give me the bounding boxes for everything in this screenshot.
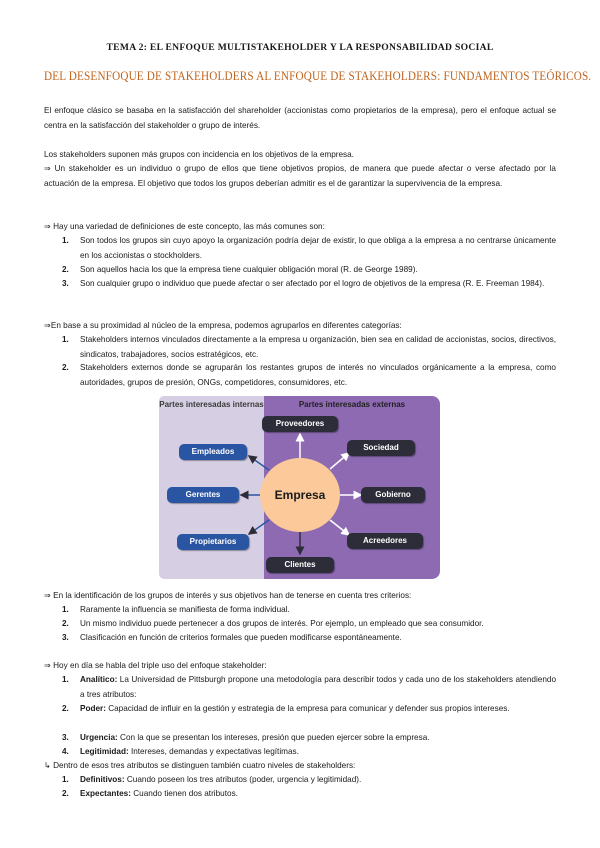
external-zone-label: Partes interesadas externas — [298, 400, 406, 409]
criteria-item — [62, 603, 556, 618]
levels-lead: ↳ Dentro de esos tres atributos se distinguen también cuatro niveles de stakeholders: — [44, 761, 356, 770]
list-number: 2. — [62, 704, 69, 713]
triple-use-item — [62, 731, 556, 746]
node-gobierno: Gobierno — [361, 487, 425, 503]
criteria-lead: ⇒ En la identificación de los grupos de interés y sus objetivos han de tenerse en cuenta tres criterios: — [44, 591, 412, 600]
criteria-item — [62, 631, 556, 646]
list-text: Son aquellos hacia los que la empresa tiene cualquier obligación moral (R. de George 1989). — [80, 265, 418, 274]
item-label: Poder: — [80, 704, 106, 713]
list-text: Raramente la influencia se manifiesta de forma individual. — [80, 605, 290, 614]
list-number: 2. — [62, 789, 69, 798]
list-number: 1. — [62, 675, 69, 684]
list-number: 2. — [62, 619, 69, 628]
list-text: Stakeholders externos donde se agruparán los restantes grupos de interés no vinculados orgánicamente a la empresa, como autoridades, grupos de presión, ONGs, competidores, consumidores, etc. — [80, 363, 556, 387]
item-label: Definitivos: — [80, 775, 125, 784]
node-proveedores: Proveedores — [262, 416, 338, 432]
definitions-lead: ⇒ Hay una variedad de definiciones de este concepto, las más comunes son: — [44, 222, 325, 231]
item-text: Intereses, demandas y expectativas legítimas. — [128, 747, 299, 756]
list-text — [80, 702, 556, 717]
node-empresa: Empresa — [260, 458, 340, 532]
arrow-acreedores — [330, 520, 349, 535]
list-text — [80, 673, 556, 702]
node-sociedad: Sociedad — [347, 440, 415, 456]
item-text: Cuando tienen dos atributos. — [130, 789, 238, 798]
arrow-empleados — [249, 456, 269, 470]
list-number: 2. — [62, 363, 69, 372]
definition-item — [62, 234, 556, 263]
list-text — [80, 731, 556, 746]
list-text: Stakeholders internos vinculados directamente a la empresa u organización, bien sea en calidad de accionistas, socios, directivos, sindicatos, trabajadores, socios estratégicos, etc. — [80, 335, 556, 359]
triple-use-item — [62, 673, 556, 702]
list-text — [80, 773, 556, 788]
list-number: 1. — [62, 335, 69, 344]
node-gerentes: Gerentes — [167, 487, 239, 503]
node-propietarios: Propietarios — [177, 534, 249, 550]
item-text: Cuando poseen los tres atributos (poder, urgencia y legitimidad). — [124, 775, 362, 784]
item-label: Legitimidad: — [80, 747, 129, 756]
definition-item — [62, 277, 556, 292]
section-heading: DEL DESENFOQUE DE STAKEHOLDERS AL ENFOQUE DE STAKEHOLDERS: FUNDAMENTOS TEÓRICOS. — [44, 68, 592, 83]
list-text: Un mismo individuo puede pertenecer a dos grupos de interés. Por ejemplo, un empleado que sea consumidor. — [80, 619, 484, 628]
definition-item — [62, 263, 556, 278]
list-number: 3. — [62, 279, 69, 288]
category-item — [62, 361, 556, 390]
list-text: Son todos los grupos sin cuyo apoyo la organización podría dejar de existir, lo que obliga a la empresa a no centrarse únicamente en los accionistas o stockholders. — [80, 236, 556, 260]
category-item — [62, 333, 556, 362]
internal-zone-label: Partes interesadas internas — [159, 400, 264, 409]
item-text: La Universidad de Pittsburgh propone una metodología para describir todos y cada uno de los stakeholders atendiendo a tres atributos: — [80, 675, 556, 699]
list-number: 1. — [62, 775, 69, 784]
document-title: TEMA 2: EL ENFOQUE MULTISTAKEHOLDER Y LA RESPONSABILIDAD SOCIAL — [106, 42, 494, 53]
list-number: 4. — [62, 747, 69, 756]
list-text: Son cualquier grupo o individuo que puede afectar o ser afectado por el logro de objetivos de la empresa (R. E. Freeman 1984). — [80, 279, 545, 288]
item-text: Capacidad de influir en la gestión y estrategia de la empresa para comunicar y defender sus propios intereses. — [105, 704, 510, 713]
level-item — [62, 773, 556, 788]
item-label: Urgencia: — [80, 733, 118, 742]
item-text: Con la que se presentan los intereses, presión que pueden ejercer sobre la empresa. — [117, 733, 430, 742]
list-text — [80, 745, 556, 760]
list-text: Clasificación en función de criterios formales que pueden modificarse espontáneamente. — [80, 633, 402, 642]
stakeholder-diagram — [159, 396, 440, 579]
triple-use-item — [62, 702, 556, 717]
stakeholder-definition-paragraph: ⇒ Un stakeholder es un individuo o grupo de ellos que tiene objetivos propios, de manera que puede afectar o verse afectado por la actuación de la empresa. El objetivo que todos los grupos deberían admitir es el de garantizar la supervivencia de la empresa. — [44, 164, 556, 188]
list-number: 1. — [62, 236, 69, 245]
list-number: 2. — [62, 265, 69, 274]
criteria-item — [62, 617, 556, 632]
item-label: Analítico: — [80, 675, 118, 684]
arrow-propietarios — [249, 520, 269, 534]
arrow-sociedad — [330, 453, 349, 469]
list-number: 3. — [62, 633, 69, 642]
node-empleados: Empleados — [179, 444, 247, 460]
node-acreedores: Acreedores — [347, 533, 423, 549]
level-item — [62, 787, 556, 802]
list-number: 3. — [62, 733, 69, 742]
item-label: Expectantes: — [80, 789, 131, 798]
triple-use-lead: ⇒ Hoy en día se habla del triple uso del enfoque stakeholder: — [44, 661, 267, 670]
list-number: 1. — [62, 605, 69, 614]
stakeholders-paragraph: Los stakeholders suponen más grupos con incidencia en los objetivos de la empresa. — [44, 150, 354, 159]
list-text — [80, 787, 556, 802]
categories-lead: ⇒En base a su proximidad al núcleo de la empresa, podemos agruparlos en diferentes categorías: — [44, 321, 402, 330]
triple-use-item — [62, 745, 556, 760]
node-clientes: Clientes — [266, 557, 334, 573]
intro-paragraph: El enfoque clásico se basaba en la satisfacción del shareholder (accionistas como propietarios de la empresa), pero el enfoque actual se centra en la satisfacción del stakeholder o grupo de interés. — [44, 106, 556, 130]
